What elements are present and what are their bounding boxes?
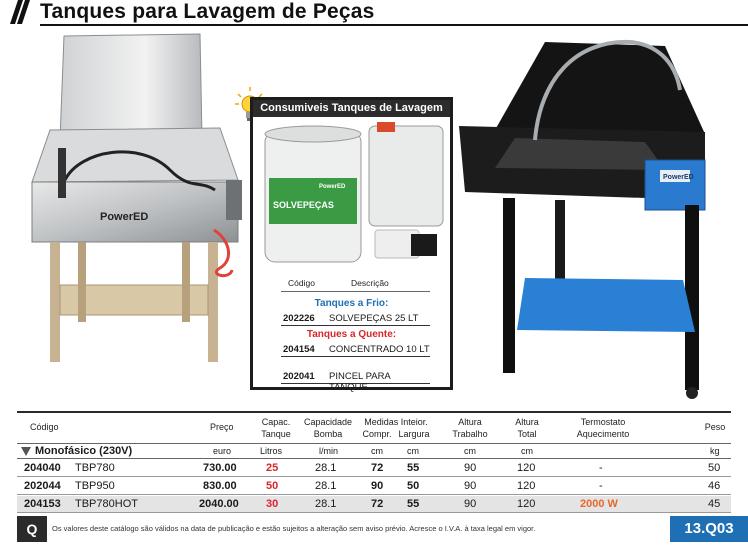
stainless-tank-image <box>20 30 250 370</box>
cons-desc: PINCEL PARA TANQUE <box>329 371 391 393</box>
unit-largura: cm <box>407 446 419 456</box>
page-footer <box>17 516 748 542</box>
row-compr: 90 <box>371 480 384 492</box>
row-code: 204153 <box>24 498 61 510</box>
row-liters: 30 <box>266 498 279 510</box>
cons-desc: CONCENTRADO 10 LT <box>329 344 430 355</box>
drum-brand: PowerED <box>319 184 346 190</box>
row-model: TBP780HOT <box>75 498 138 510</box>
unit-peso: kg <box>710 446 720 456</box>
table-top-rule <box>17 411 731 413</box>
row-pump: 28.1 <box>315 480 337 492</box>
th-peso: Peso <box>704 422 726 432</box>
row-pump: 28.1 <box>315 498 337 510</box>
cons-desc: SOLVEPEÇAS 25 LT <box>329 313 419 324</box>
row-peso: 46 <box>708 480 721 492</box>
row-peso: 50 <box>708 462 721 474</box>
table-row <box>17 460 731 477</box>
row-model: TBP780 <box>75 462 115 474</box>
th-capac <box>256 416 296 440</box>
row-liters: 50 <box>266 480 279 492</box>
cons-row <box>281 311 430 326</box>
drum-label: SOLVEPEÇAS <box>273 200 334 210</box>
cons-col-code: Código <box>288 278 315 288</box>
cons-col-desc: Descrição <box>351 278 389 288</box>
row-alt-total: 120 <box>517 462 536 474</box>
unit-bomba: l/min <box>319 446 339 456</box>
row-alt-trab: 90 <box>464 498 477 510</box>
header-stripes-icon <box>8 0 30 24</box>
th-preco: Preço <box>210 422 234 432</box>
row-code: 204040 <box>24 462 61 474</box>
th-capacidade <box>300 416 356 440</box>
cons-header-rule <box>281 291 430 292</box>
th-codigo: Código <box>30 422 59 432</box>
th-largura: Largura <box>398 429 430 439</box>
row-alt-trab: 90 <box>464 462 477 474</box>
table-row <box>17 496 731 513</box>
section-badge: Q <box>17 516 47 542</box>
triangle-down-icon <box>21 447 31 456</box>
th-altura-total-2: Total <box>517 429 537 439</box>
cons-code: 202226 <box>283 313 315 324</box>
row-price: 2040.00 <box>199 498 239 510</box>
row-alt-total: 120 <box>517 480 536 492</box>
page-header <box>0 0 748 26</box>
row-thermo: - <box>599 480 603 492</box>
unit-capac: Litros <box>260 446 283 456</box>
consumables-panel <box>250 97 453 393</box>
left-brand-logo: PowerED <box>100 211 149 223</box>
group-cold: Tanques a Frio: <box>314 298 389 309</box>
row-price: 830.00 <box>203 480 237 492</box>
th-capac-1: Capac. <box>261 417 291 427</box>
table-row <box>17 478 731 495</box>
group-hot: Tanques a Quente: <box>306 329 397 340</box>
black-tank-image <box>455 30 740 410</box>
th-altura-trab-1: Altura <box>458 417 482 427</box>
row-pump: 28.1 <box>315 462 337 474</box>
th-capac-2: Tanque <box>261 429 291 439</box>
row-alt-total: 120 <box>517 498 536 510</box>
th-termostato-1: Termostato <box>580 417 626 427</box>
row-liters: 25 <box>266 462 279 474</box>
row-price: 730.00 <box>203 462 237 474</box>
page-title: Tanques para Lavagem de Peças <box>40 0 375 23</box>
page-number: 13.Q03 <box>670 516 748 542</box>
th-capacidade-1: Capacidade <box>303 417 353 427</box>
group-label: Monofásico (230V) <box>35 445 133 457</box>
row-largura: 55 <box>407 498 420 510</box>
th-altura-trab <box>448 416 492 440</box>
th-termostato-2: Aquecimento <box>576 429 630 439</box>
row-peso: 45 <box>708 498 721 510</box>
th-altura-trab-2: Trabalho <box>452 429 488 439</box>
th-altura-total-1: Altura <box>515 417 539 427</box>
row-alt-trab: 90 <box>464 480 477 492</box>
unit-altura-total: cm <box>521 446 533 456</box>
row-code: 202044 <box>24 480 61 492</box>
row-compr: 72 <box>371 498 384 510</box>
unit-preco: euro <box>213 446 232 456</box>
cons-row <box>281 369 430 393</box>
footer-note: Os valores deste catálogo são válidos na data de publicação e estão sujeitos a alteração sem aviso prévio. Acresce o I.V.A. à taxa legal em vigor. <box>52 524 536 533</box>
th-medidas: Medidas Inteior. <box>364 417 428 427</box>
cons-code: 204154 <box>283 344 315 355</box>
unit-compr: cm <box>371 446 383 456</box>
group-row <box>17 443 731 459</box>
row-thermo: 2000 W <box>580 498 618 510</box>
consumables-products-image <box>261 122 447 272</box>
cons-code: 202041 <box>283 371 315 382</box>
right-brand-logo: PowerED <box>663 174 694 181</box>
th-compr: Compr. <box>362 429 392 439</box>
row-largura: 55 <box>407 462 420 474</box>
title-rule <box>40 24 748 26</box>
row-compr: 72 <box>371 462 384 474</box>
th-altura-total <box>507 416 547 440</box>
row-thermo: - <box>599 462 603 474</box>
consumables-title: Consumiveis Tanques de Lavagem <box>253 100 450 117</box>
th-capacidade-2: Bomba <box>313 429 343 439</box>
row-model: TBP950 <box>75 480 115 492</box>
cons-row <box>281 342 430 357</box>
row-largura: 50 <box>407 480 420 492</box>
unit-altura-trab: cm <box>464 446 476 456</box>
th-termostato <box>566 416 640 440</box>
